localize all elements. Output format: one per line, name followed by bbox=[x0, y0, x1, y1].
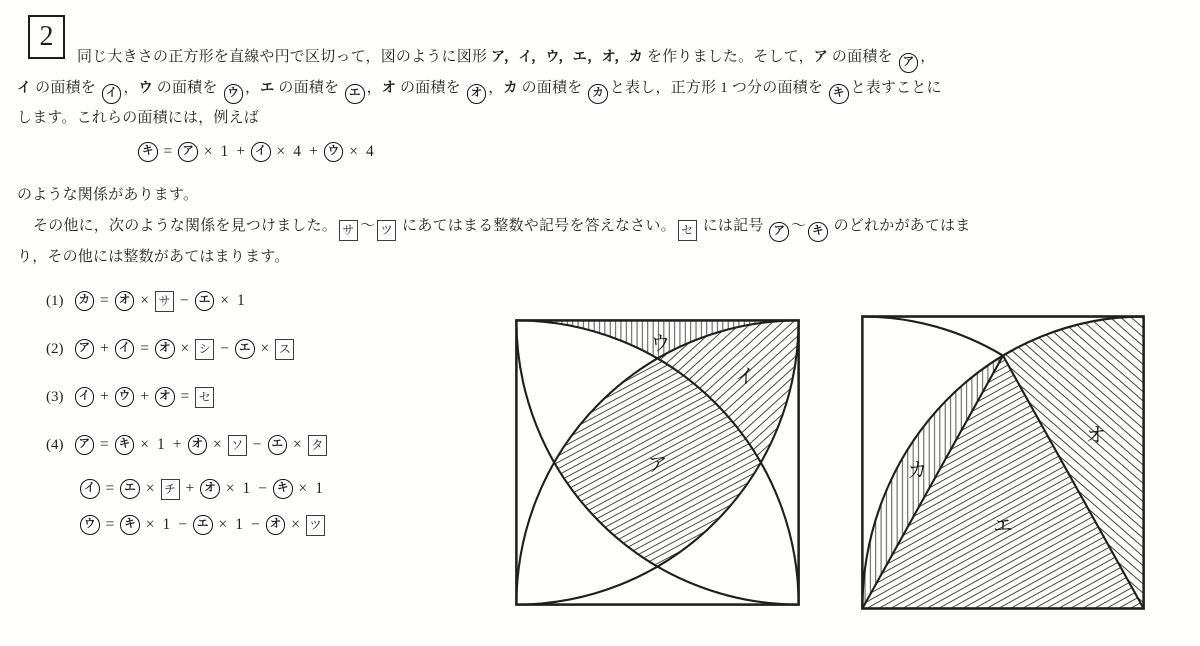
math-token: 1 bbox=[235, 516, 243, 533]
relation-row-2 bbox=[46, 337, 296, 361]
text-run: と表し，正方形 1 つ分の面積を bbox=[609, 80, 827, 96]
region-label-e: エ bbox=[993, 515, 1013, 538]
region-label-o: オ bbox=[1085, 424, 1106, 448]
math-token: × bbox=[260, 340, 270, 357]
boxed-answer-slot: ス bbox=[275, 339, 294, 360]
text-run: には記号 bbox=[698, 218, 768, 234]
relation-equation bbox=[78, 515, 327, 536]
text-run: の面積を bbox=[517, 80, 587, 96]
bold-text-run: イ bbox=[17, 79, 32, 95]
math-token: − bbox=[178, 516, 187, 533]
math-token: 1 bbox=[242, 480, 251, 497]
intro-line-3 bbox=[17, 106, 259, 130]
relation-equation bbox=[73, 291, 249, 312]
region-label-a: ア bbox=[647, 453, 668, 477]
circled-symbol: ウ bbox=[224, 84, 244, 104]
relation-label: (1) bbox=[46, 292, 64, 309]
circled-symbol: エ bbox=[193, 515, 213, 535]
circled-symbol: オ bbox=[266, 515, 286, 535]
math-token: 1 bbox=[162, 516, 171, 533]
circled-symbol: ウ bbox=[324, 142, 344, 162]
example-equation bbox=[136, 140, 378, 164]
circled-symbol: イ bbox=[102, 84, 122, 104]
text-run: ， bbox=[123, 80, 139, 96]
arc-topleft-to-p bbox=[862, 317, 1003, 356]
boxed-answer-slot: サ bbox=[155, 291, 174, 312]
math-token: − bbox=[251, 516, 260, 533]
math-token: × bbox=[276, 143, 286, 160]
text-run: ， bbox=[366, 80, 382, 96]
bold-text-run: カ bbox=[503, 79, 518, 95]
math-token: + bbox=[100, 340, 109, 357]
text-run: ～ bbox=[360, 218, 376, 234]
boxed-answer-slot: セ bbox=[678, 220, 697, 241]
text-run: の面積を bbox=[274, 80, 344, 96]
text-run: ， bbox=[920, 49, 936, 65]
problem-number: 2 bbox=[39, 21, 54, 52]
boxed-answer-slot: サ bbox=[339, 220, 358, 241]
math-token: × bbox=[291, 516, 300, 533]
text-run: ， bbox=[488, 80, 504, 96]
relation-equation bbox=[73, 339, 297, 360]
boxed-answer-slot: シ bbox=[195, 339, 214, 360]
boxed-answer-slot: タ bbox=[308, 435, 327, 456]
math-token: 1 bbox=[237, 292, 245, 309]
math-token: + bbox=[140, 388, 149, 405]
math-token: × bbox=[145, 516, 155, 533]
math-token: 1 bbox=[220, 143, 229, 160]
math-token: × bbox=[140, 292, 149, 309]
relation-row-4a bbox=[46, 433, 329, 457]
math-token: × bbox=[220, 292, 229, 309]
circled-symbol: キ bbox=[808, 222, 828, 242]
math-token: × bbox=[293, 436, 302, 453]
bold-text-run: ウ bbox=[138, 79, 153, 95]
text-run: の面積を bbox=[152, 80, 222, 96]
math-token: × bbox=[180, 340, 190, 357]
text-run: にあてはまる整数や記号を答えなさい。 bbox=[398, 218, 676, 234]
text-run: の面積を bbox=[827, 49, 897, 65]
relation-label: (3) bbox=[46, 388, 64, 405]
circled-symbol: カ bbox=[75, 291, 95, 311]
math-token: × bbox=[298, 480, 308, 497]
math-token: = bbox=[180, 388, 190, 405]
circled-symbol: キ bbox=[115, 435, 135, 455]
circled-symbol: オ bbox=[155, 339, 175, 359]
circled-symbol: イ bbox=[251, 142, 271, 162]
circled-symbol: ウ bbox=[80, 515, 100, 535]
text-run: します。これらの面積には，例えば bbox=[17, 110, 260, 126]
math-token: 1 bbox=[315, 480, 323, 497]
math-token: = bbox=[140, 340, 149, 357]
circled-symbol: イ bbox=[115, 339, 135, 359]
relation-label: (2) bbox=[46, 340, 64, 357]
math-token: + bbox=[100, 388, 109, 405]
boxed-answer-slot: ツ bbox=[377, 220, 396, 241]
circled-symbol: キ bbox=[138, 142, 158, 162]
math-token: × bbox=[213, 436, 222, 453]
text-run: のような関係があります。 bbox=[17, 187, 199, 203]
circled-symbol: エ bbox=[120, 479, 140, 499]
problem-number-box bbox=[28, 15, 65, 59]
math-token: + bbox=[236, 143, 245, 160]
circled-symbol: エ bbox=[195, 291, 215, 311]
text-run: ， bbox=[245, 80, 261, 96]
bold-text-run: ア，イ，ウ，エ，オ，カ bbox=[491, 48, 643, 64]
math-token: + bbox=[172, 436, 182, 453]
circled-symbol: キ bbox=[829, 84, 849, 104]
circled-symbol: キ bbox=[120, 515, 140, 535]
text-run: の面積を bbox=[31, 80, 100, 96]
bold-text-run: エ bbox=[260, 79, 275, 95]
relation-row-4b bbox=[78, 477, 327, 501]
circled-symbol: ア bbox=[769, 222, 789, 242]
circled-symbol: エ bbox=[235, 339, 255, 359]
math-token: = bbox=[100, 436, 109, 453]
note-line-1 bbox=[33, 214, 970, 242]
circled-symbol: イ bbox=[75, 387, 95, 407]
boxed-answer-slot: セ bbox=[195, 387, 214, 408]
relation-row-1 bbox=[46, 289, 249, 313]
bold-text-run: ア bbox=[813, 48, 828, 64]
circled-symbol: オ bbox=[467, 84, 487, 104]
math-token: = bbox=[100, 292, 109, 309]
region-label-i: イ bbox=[735, 365, 755, 388]
circled-symbol: オ bbox=[155, 387, 175, 407]
region-label-u: ウ bbox=[650, 333, 671, 356]
relation-row-4c bbox=[78, 513, 327, 537]
text-run: の面積を bbox=[396, 80, 465, 96]
bold-text-run: オ bbox=[381, 79, 397, 95]
math-token: = bbox=[163, 143, 173, 160]
relation-equation bbox=[78, 479, 327, 500]
math-token: 1 bbox=[157, 436, 165, 453]
relation-equation bbox=[73, 435, 329, 456]
text-run: 同じ大きさの正方形を直線や円で区切って，図のように図形 bbox=[77, 49, 492, 65]
intro-line-1 bbox=[77, 44, 935, 73]
circled-symbol: ウ bbox=[115, 387, 135, 407]
math-token: = bbox=[105, 516, 115, 533]
circled-symbol: エ bbox=[345, 84, 365, 104]
relation-label: (4) bbox=[46, 436, 64, 453]
intro-line-2 bbox=[17, 75, 942, 104]
circled-symbol: イ bbox=[80, 479, 100, 499]
text-run: り，その他には整数があてはまります。 bbox=[17, 249, 290, 265]
circled-symbol: ア bbox=[75, 339, 95, 359]
math-token: − bbox=[252, 436, 262, 453]
math-token: × bbox=[225, 480, 235, 497]
circled-symbol: ア bbox=[899, 53, 919, 73]
boxed-answer-slot: チ bbox=[161, 479, 180, 500]
text-run: その他に，次のような関係を見つけました。 bbox=[33, 218, 338, 234]
circled-symbol: ア bbox=[178, 142, 198, 162]
text-run: を作りました。そして， bbox=[642, 49, 814, 65]
after-example-line bbox=[17, 183, 198, 207]
text-run: と表すことに bbox=[850, 80, 942, 96]
circled-symbol: オ bbox=[200, 479, 220, 499]
math-token: × bbox=[349, 143, 358, 160]
boxed-answer-slot: ソ bbox=[228, 435, 247, 456]
circled-symbol: オ bbox=[188, 435, 208, 455]
math-token: × bbox=[145, 480, 155, 497]
math-token: − bbox=[220, 340, 229, 357]
text-run: のどれかがあてはま bbox=[829, 218, 971, 234]
circled-symbol: キ bbox=[273, 479, 293, 499]
math-token: × bbox=[203, 143, 213, 160]
math-token: + bbox=[309, 143, 318, 160]
circled-symbol: エ bbox=[268, 435, 288, 455]
math-token: 4 bbox=[293, 143, 301, 160]
math-token: − bbox=[180, 292, 189, 309]
text-run: ～ bbox=[790, 218, 807, 234]
circled-symbol: ア bbox=[75, 435, 95, 455]
math-token: 4 bbox=[366, 143, 374, 160]
math-token: + bbox=[185, 480, 195, 497]
math-token: × bbox=[140, 436, 149, 453]
note-line-2 bbox=[17, 245, 289, 269]
figure-left bbox=[513, 317, 802, 608]
relation-equation bbox=[73, 387, 217, 408]
figure-right bbox=[859, 313, 1147, 612]
circled-symbol: オ bbox=[115, 291, 135, 311]
region-label-ka: カ bbox=[907, 459, 928, 483]
circled-symbol: カ bbox=[588, 84, 608, 104]
math-token: − bbox=[258, 480, 267, 497]
math-token: = bbox=[105, 480, 115, 497]
boxed-answer-slot: ツ bbox=[306, 515, 325, 536]
math-token: × bbox=[218, 516, 228, 533]
relation-row-3 bbox=[46, 385, 216, 409]
